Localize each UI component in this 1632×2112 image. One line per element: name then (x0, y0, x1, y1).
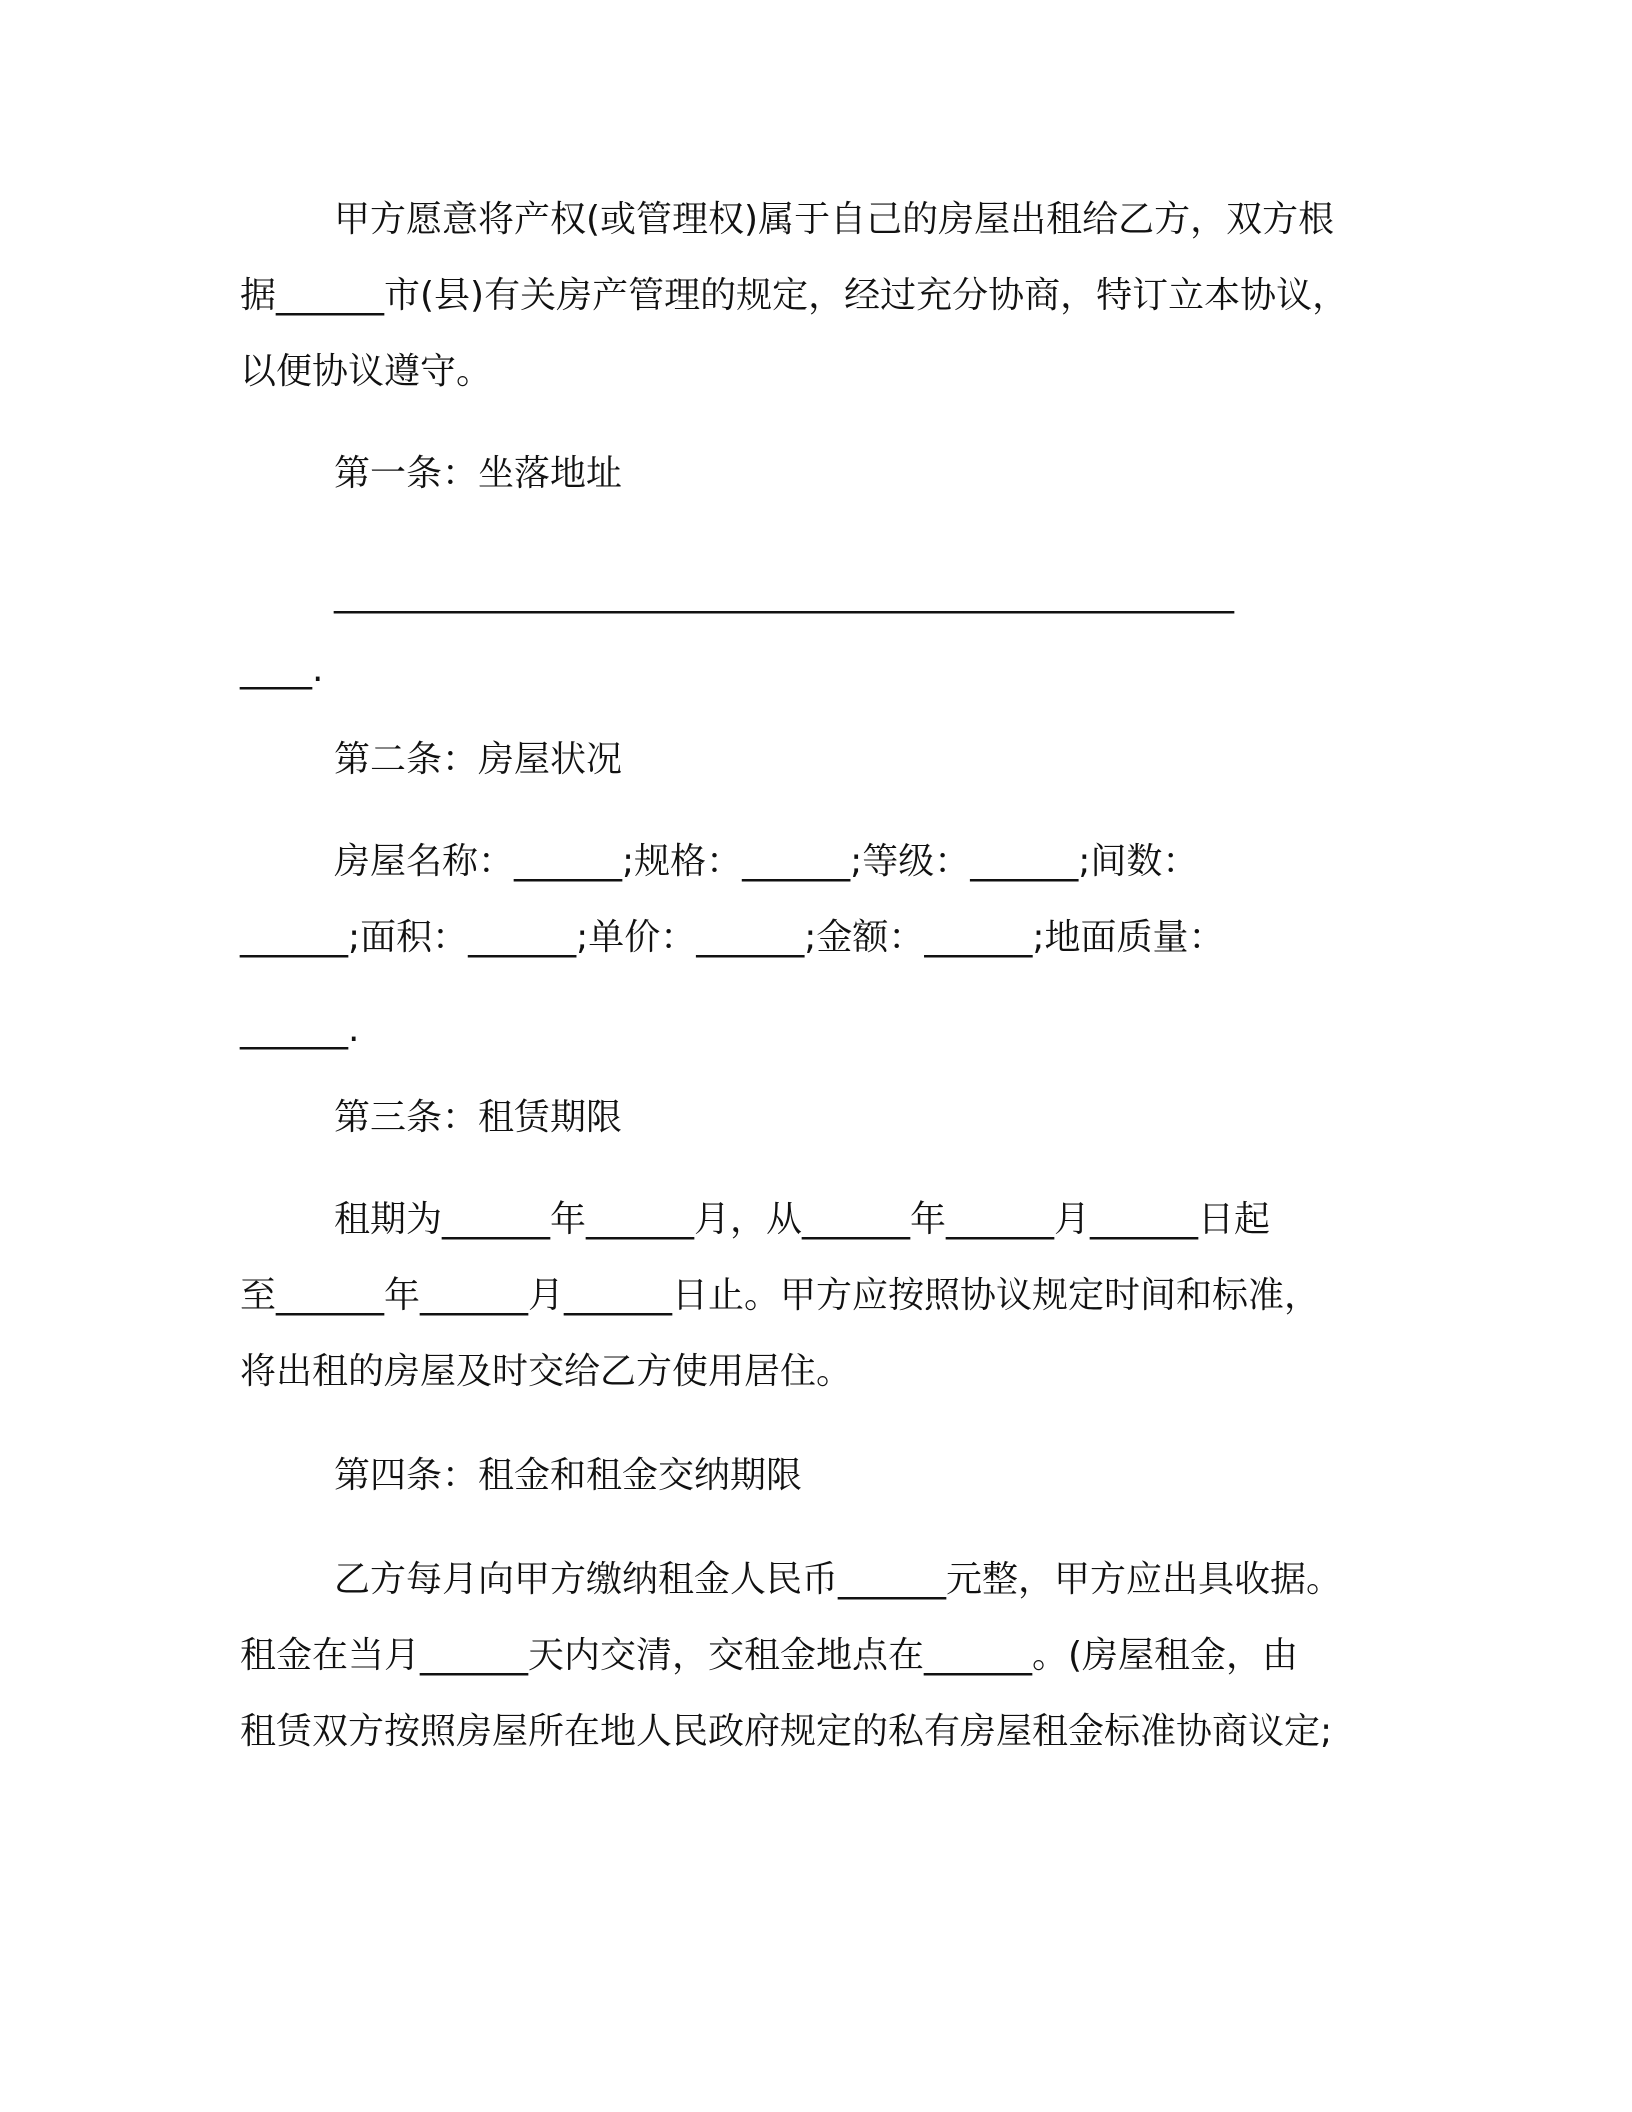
lease-term-line-1: 租期为______年______月，从______年______月______日起 (334, 1199, 1271, 1240)
address-blank-line-2: ____. (240, 649, 324, 690)
intro-line-1: 甲方愿意将产权(或管理权)属于自己的房屋出租给乙方，双方根 (334, 199, 1335, 240)
rent-line-3: 租赁双方按照房屋所在地人民政府规定的私有房屋租金标准协商议定; (240, 1711, 1333, 1752)
intro-line-3: 以便协议遵守。 (240, 351, 493, 392)
article-3-title: 第三条：租赁期限 (334, 1097, 623, 1138)
article-1-title: 第一条：坐落地址 (334, 453, 623, 494)
rent-line-2: 租金在当月______天内交清，交租金地点在______。(房屋租金，由 (240, 1635, 1299, 1676)
intro-line-2: 据______市(县)有关房产管理的规定，经过充分协商，特订立本协议， (240, 275, 1349, 316)
address-blank-line-1: __________________________________________________ (334, 573, 1234, 614)
house-condition-line-2: ______;面积：______;单价：______;金额：______;地面质量： (240, 917, 1225, 958)
lease-term-line-3: 将出租的房屋及时交给乙方使用居住。 (240, 1351, 853, 1392)
house-condition-line-3: ______. (240, 1009, 360, 1050)
article-4-title: 第四条：租金和租金交纳期限 (334, 1455, 803, 1496)
lease-term-line-2: 至______年______月______日止。甲方应按照协议规定时间和标准， (240, 1275, 1321, 1316)
article-2-title: 第二条：房屋状况 (334, 739, 623, 780)
house-condition-line-1: 房屋名称：______;规格：______;等级：______;间数： (334, 841, 1199, 882)
rent-line-1: 乙方每月向甲方缴纳租金人民币______元整，甲方应出具收据。 (334, 1559, 1343, 1600)
